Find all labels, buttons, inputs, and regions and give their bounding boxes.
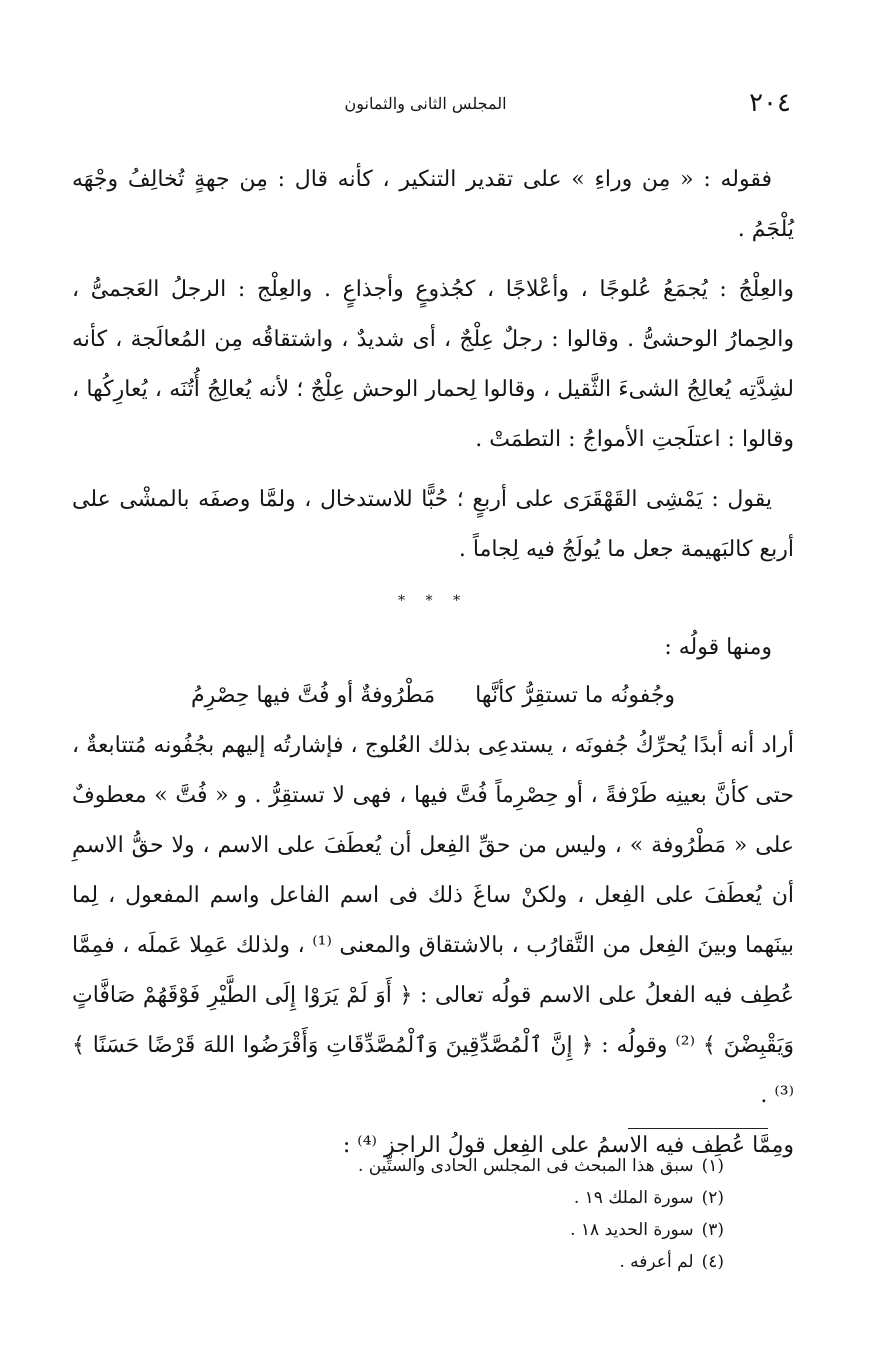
footnote-number: (٤) — [701, 1252, 724, 1272]
footnote-number: (٢) — [701, 1188, 724, 1208]
footnote-text: سورة الحديد ١٨ . — [570, 1220, 694, 1240]
footnote-number: (١) — [701, 1156, 724, 1176]
page-header — [60, 88, 791, 124]
footnote-rule — [628, 1128, 768, 1129]
commentary-paragraph: أراد أنه أبدًا يُحرِّكُ جُفونَه ، يستدعِى بذلك العُلوج ، فإشارتُه إليهم بجُفُونه مُتتابعةٌ ، حتى كأنَّ بعينِه طَرْفةً ، أو حِصْرِماً فُتَّ فيها ، فهى لا تستقِرُّ . و « فُتَّ » معطوفٌ على « مَطْرُوفة » ، وليس من حقِّ الفِعل أن يُعطَفَ على الاسم ، ولا حقُّ الاسمِ أن يُعطَفَ على الفِعل ، ولكنْ ساغَ ذلك فى اسم الفاعل واسم المفعول ، لِما بينَهما وبينَ الفِعل من التَّقارُب ، بالاشتقاق والمعنى ⁽¹⁾ ، ولذلك عَمِلا عَملَه ، فمِمَّا عُطِف فيه الفعلُ على الاسم قولُه تعالى : ﴿ أَوَ لَمْ يَرَوْا إِلَى الطَّيْرِ فَوْقَهُمْ صَافَّاتٍ وَيَقْبِضْنَ ﴾ ⁽²⁾ وقولُه : ﴿ إِنَّ ٱلْمُصَّدِّقِينَ وَٱلْمُصَّدِّقَاتِ وَأَقْرَضُوا اللهَ قَرْضًا حَسَنًا ﴾ ⁽³⁾ . — [72, 733, 794, 1108]
section-separator: * * * — [398, 593, 468, 609]
main-text — [72, 155, 794, 1171]
verse-intro: ومنها قولُه : — [664, 635, 772, 660]
footnote-number: (٣) — [701, 1220, 724, 1240]
paragraph: يقول : يَمْشِى القَهْقَرَى على أربعٍ ؛ حُبًّا للاستدخال ، ولمَّا وصفَه بالمشْى على أربع كالبَهيمة جعل ما يُولَجُ فيه لِجاماً . — [72, 487, 794, 562]
footnote — [300, 1214, 724, 1246]
paragraph: فقوله : « مِن وراءِ » على تقدير التنكير ، كأنه قال : مِن جهةٍ تُخالِفُ وجْهَه يُلْجَمُ . — [72, 167, 794, 242]
footnote — [300, 1150, 724, 1182]
commentary-paragraph: ومِمَّا عُطِف فيه الاسمُ على الفِعل قولُ الراجز ⁽⁴⁾ : — [342, 1133, 794, 1158]
page-number: ٢٠٤ — [749, 88, 791, 118]
verse-first-hemistich: وجُفونُه ما تستقِرُّ كأنَّها — [475, 683, 676, 708]
footnotes — [300, 1150, 724, 1278]
footnote — [300, 1182, 724, 1214]
footnote-text: لم أعرفه . — [619, 1252, 694, 1272]
footnote — [300, 1246, 724, 1278]
poem-verse — [72, 673, 794, 719]
footnote-text: سبق هذا المبحث فى المجلس الحادى والستِّين . — [357, 1156, 694, 1176]
paragraph: والعِلْجُ : يُجمَعُ عُلوجًا ، وأعْلاجًا ، كجُذوعٍ وأجذاعٍ . والعِلْج : الرجلُ العَجمىُّ ، والحِمارُ الوحشىُّ . وقالوا : رجلٌ عِلْجٌ ، أى شديدٌ ، واشتقاقُه مِن المُعالَجة ، كأنه لشِدَّتِه يُعالِجُ الشىءَ الثَّقيل ، وقالوا لِحمار الوحش عِلْجٌ ؛ لأنه يُعالِجُ أُتُنَه ، يُعارِكُها ، وقالوا : اعتلَجتِ الأمواجُ : التطمَتْ . — [72, 277, 794, 452]
running-title: المجلس الثانى والثمانون — [344, 94, 507, 113]
footnote-text: سورة الملك ١٩ . — [573, 1188, 694, 1208]
verse-second-hemistich: مَطْرُوفةٌ أو فُتَّ فيها حِصْرِمُ — [190, 683, 436, 708]
